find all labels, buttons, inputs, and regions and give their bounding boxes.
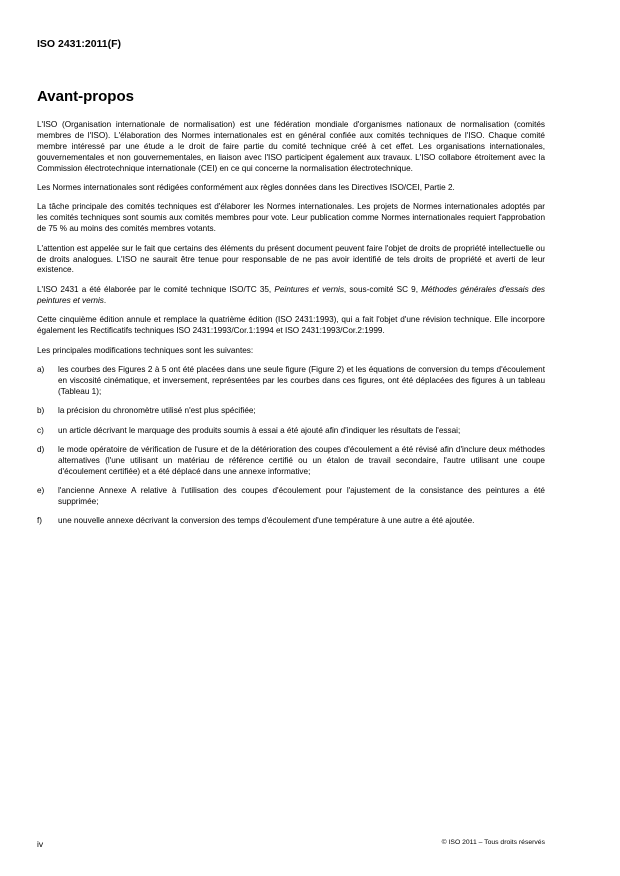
committee-text-after: . (103, 295, 107, 305)
copyright-notice: © ISO 2011 – Tous droits réservés (441, 839, 545, 846)
list-item (37, 406, 545, 417)
list-item-text: une nouvelle annexe décrivant la conversion des temps d'écoulement d'une température à une autre a été ajoutée. (58, 516, 475, 526)
list-item-text: le mode opératoire de vérification de l'usure et de la détérioration des coupes d'écoulement a été révisé afin d'inclure deux méthodes alternatives (l'une utilisant un matériau de référence certifié ou un étalon de travail secondaire, l'autre utilisant une coupe d'écoulement certifiée) et a été déplacé dans une annexe informative; (58, 444, 545, 476)
subcommittee-name: Méthodes générales d'essais des peintures et vernis (37, 284, 546, 305)
list-marker: b) (37, 406, 45, 416)
list-item (37, 445, 545, 478)
page-number: iv (37, 839, 44, 849)
paragraph-iso-intro: L'ISO (Organisation internationale de normalisation) est une fédération mondiale d'organismes nationaux de normalisation (comités membres de l'ISO). L'élaboration des Normes internationales est en général confiée aux comités techniques de l'ISO. Chaque comité membre intéressé par une étude a le droit de faire partie du comité technique créé à cet effet. Les organisations internationales, gouvernementales et non gouvernementales, en liaison avec l'ISO participent également aux travaux. L'ISO collabore étroitement avec la Commission électrotechnique internationale (CEI) en ce qui concerne la normalisation électrotechnique. (37, 120, 545, 173)
paragraph-directives: Les Normes internationales sont rédigées conformément aux règles données dans les Directives ISO/CEI, Partie 2. (37, 183, 455, 193)
list-marker: d) (37, 444, 45, 454)
committee-text-before: L'ISO 2431 a été élaborée par le comité technique ISO/TC 35, (37, 284, 275, 294)
list-item-text: l'ancienne Annexe A relative à l'utilisation des coupes d'écoulement pour l'ajustement de la consistance des peintures a été supprimée; (58, 486, 545, 507)
list-item (37, 486, 545, 508)
list-marker: a) (37, 364, 45, 374)
list-item-text: les courbes des Figures 2 à 5 ont été placées dans une seule figure (Figure 2) et les équations de conversion du temps d'écoulement en viscosité cinématique, et inversement, représentées par les courbes dans ces figures, ont été déplacées des figures à un tableau (Tableau 1); (58, 364, 545, 396)
document-body (37, 120, 545, 536)
committee-name: Peintures et vernis (274, 284, 344, 294)
list-item (37, 426, 545, 437)
list-item (37, 365, 545, 398)
list-item-text: la précision du chronomètre utilisé n'est plus spécifiée; (58, 406, 256, 416)
list-marker: c) (37, 425, 44, 435)
page-title: Avant-propos (37, 88, 134, 105)
list-marker: e) (37, 486, 45, 496)
paragraph-patent-rights: L'attention est appelée sur le fait que certains des éléments du présent document peuvent faire l'objet de droits de propriété intellectuelle ou de droits analogues. L'ISO ne saurait être tenue pour responsable de ne pas avoir identifié de tels droits de propriété et averti de leur existence. (37, 243, 545, 275)
paragraph-changes-intro: Les principales modifications techniques sont les suivantes: (37, 345, 254, 355)
committee-text-middle: , sous-comité SC 9, (343, 284, 422, 294)
list-item-text: un article décrivant le marquage des produits soumis à essai a été ajouté afin d'indiquer les résultats de l'essai; (58, 425, 461, 435)
paragraph-edition: Cette cinquième édition annule et remplace la quatrième édition (ISO 2431:1993), qui a fait l'objet d'une révision technique. Elle incorpore également les Rectificatifs techniques ISO 2431:1993/Cor.1:1994 et ISO 2431:1993/Cor.2:1999. (37, 315, 545, 336)
list-marker: f) (37, 516, 43, 526)
list-item (37, 516, 545, 527)
changes-list (37, 365, 545, 527)
document-header: ISO 2431:2011(F) (37, 38, 122, 50)
paragraph-committee-info (37, 285, 545, 307)
paragraph-committees: La tâche principale des comités techniques est d'élaborer les Normes internationales. Les projets de Normes internationales adoptés par les comités techniques sont soumis aux comités membres pour vote. Leur publication comme Normes internationales requiert l'approbation de 75 % au moins des comités membres votants. (37, 202, 545, 234)
